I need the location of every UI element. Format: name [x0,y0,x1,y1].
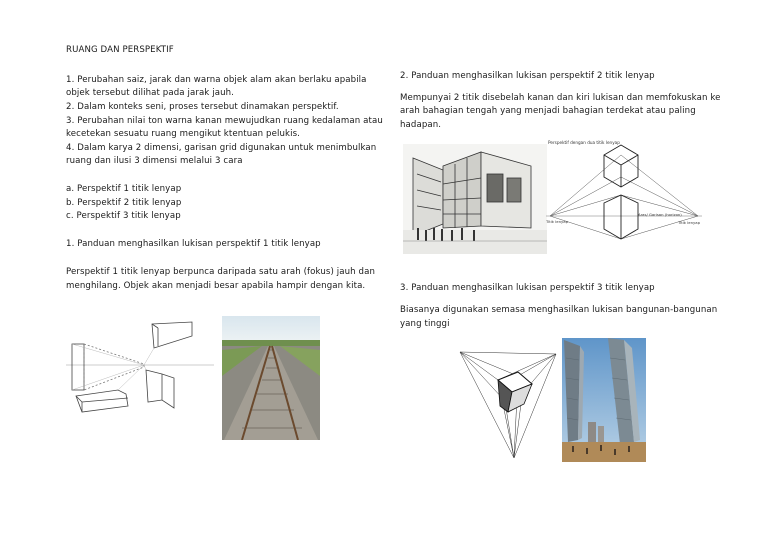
point-line: objek tersebut dilihat pada jarak jauh. [66,88,234,98]
point-line: 4. Dalam karya 2 dimensi, garisan grid digunakan untuk menimbulkan [66,143,377,153]
section-body-line: Perspektif 1 titik lenyap berpunca daripada satu arah (fokus) jauh dan [66,267,375,277]
diagram-caption: Perspektif dengan dua titik lenyap [548,140,620,145]
type-item: b. Perspektif 2 titik lenyap [66,198,182,208]
point-line: 3. Perubahan nilai ton warna kanan mewujudkan ruang kedalaman atau [66,116,383,126]
skyscraper-photo [562,338,646,462]
section-body-line: Biasanya digunakan semasa menghasilkan lukisan bangunan-bangunan [400,305,718,315]
section-body-line: arah bahagian tengah yang menjadi bahagian terdekat atau paling [400,106,696,116]
three-point-perspective-diagram [458,350,558,462]
section-body-line: menghilang. Objek akan menjadi besar apabila hampir dengan kita. [66,281,366,291]
two-point-perspective-diagram [546,137,702,259]
right-vanishing-point-label: Titik lenyap [678,220,700,225]
point-line: 2. Dalam konteks seni, proses tersebut dinamakan perspektif. [66,102,339,112]
left-vanishing-point-label: Titik lenyap [546,219,568,224]
type-item: a. Perspektif 1 titik lenyap [66,184,182,194]
section-heading: 1. Panduan menghasilkan lukisan perspektif 1 titik lenyap [66,239,321,249]
section-body-line: hadapan. [400,120,442,130]
building-sketch-image [403,144,547,254]
railway-photo [222,316,320,440]
point-line: ruang dan ilusi 3 dimensi melalui 3 cara [66,156,243,166]
type-item: c. Perspektif 3 titik lenyap [66,211,181,221]
section-heading: 3. Panduan menghasilkan lukisan perspektif 3 titik lenyap [400,283,655,293]
section-body-line: yang tinggi [400,319,450,329]
section-body-line: Mempunyai 2 titik disebelah kanan dan kiri lukisan dan memfokuskan ke [400,93,721,103]
horizon-label: Aras/ Garisan (horizon) [638,212,682,217]
section-heading: 2. Panduan menghasilkan lukisan perspektif 2 titik lenyap [400,71,655,81]
point-line: kecetekan sesuatu ruang mengikut ktentuan pelukis. [66,129,300,139]
page-title: RUANG DAN PERSPEKTIF [66,45,174,55]
one-point-perspective-diagram [66,318,214,416]
point-line: 1. Perubahan saiz, jarak dan warna objek alam akan berlaku apabila [66,75,367,85]
